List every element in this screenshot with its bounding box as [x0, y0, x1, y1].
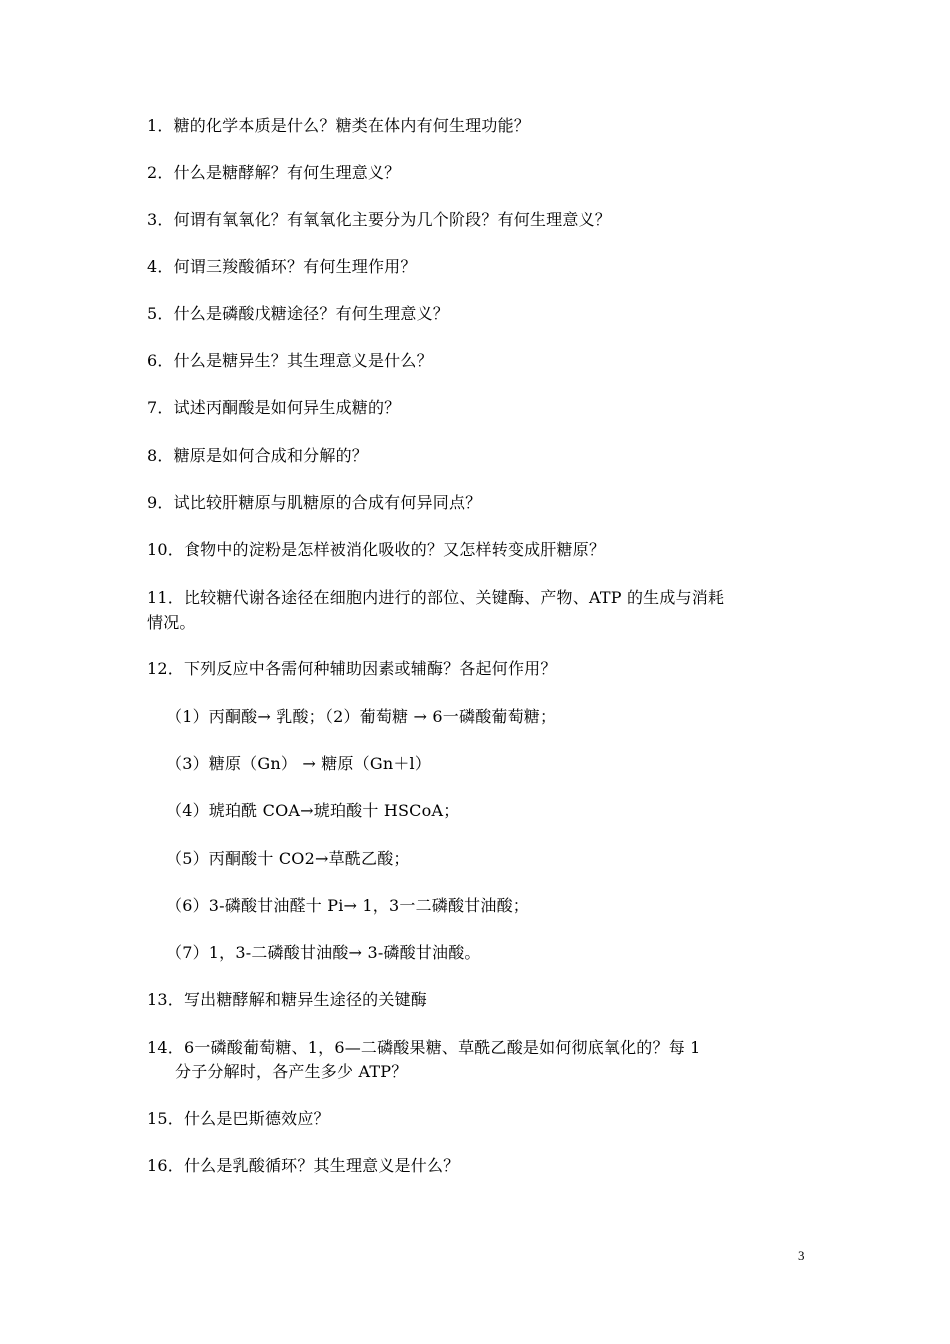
question-3: 3．何谓有氧氧化？有氧氧化主要分为几个阶段？有何生理意义？	[147, 210, 611, 229]
question-4: 4．何谓三羧酸循环？有何生理作用？	[147, 257, 417, 276]
question-15: 15．什么是巴斯德效应？	[147, 1109, 330, 1128]
page-number: 3	[798, 1248, 805, 1263]
reaction-7: （7）1，3-二磷酸甘油酸→ 3-磷酸甘油酸。	[166, 943, 481, 962]
question-14-line-1: 14．6一磷酸葡萄糖、1，6—二磷酸果糖、草酰乙酸是如何彻底氧化的？每 1	[147, 1038, 701, 1057]
question-13: 13．写出糖酵解和糖异生途径的关键酶	[147, 990, 427, 1009]
question-1: 1．糖的化学本质是什么？糖类在体内有何生理功能？	[147, 116, 530, 135]
question-5: 5．什么是磷酸戊糖途径？有何生理意义？	[147, 304, 449, 323]
question-2: 2．什么是糖酵解？有何生理意义？	[147, 163, 401, 182]
question-7: 7．试述丙酮酸是如何异生成糖的？	[147, 398, 401, 417]
reaction-1-2: （1）丙酮酸→ 乳酸；（2）葡萄糖 → 6一磷酸葡萄糖；	[166, 707, 557, 726]
question-8: 8．糖原是如何合成和分解的？	[147, 446, 368, 465]
reaction-4: （4）琥珀酰 COA→琥珀酸十 HSCoA；	[166, 801, 460, 820]
question-10: 10．食物中的淀粉是怎样被消化吸收的？又怎样转变成肝糖原？	[147, 540, 606, 559]
question-9: 9．试比较肝糖原与肌糖原的合成有何异同点？	[147, 493, 482, 512]
question-16: 16．什么是乳酸循环？其生理意义是什么？	[147, 1156, 460, 1175]
reaction-5: （5）丙酮酸十 CO2→草酰乙酸；	[166, 849, 410, 868]
reaction-3: （3）糖原（Gn） → 糖原（Gn＋l）	[166, 754, 432, 773]
question-6: 6．什么是糖异生？其生理意义是什么？	[147, 351, 433, 370]
question-11-line-1: 11．比较糖代谢各途径在细胞内进行的部位、关键酶、产物、ATP 的生成与消耗	[147, 588, 725, 607]
question-11-line-2: 情况。	[147, 613, 196, 632]
reaction-6: （6）3-磷酸甘油醛十 Pi→ 1，3一二磷酸甘油酸；	[166, 896, 529, 915]
question-14-line-2: 分子分解时，各产生多少 ATP？	[175, 1062, 408, 1081]
question-12: 12．下列反应中各需何种辅助因素或辅酶？各起何作用？	[147, 659, 557, 678]
